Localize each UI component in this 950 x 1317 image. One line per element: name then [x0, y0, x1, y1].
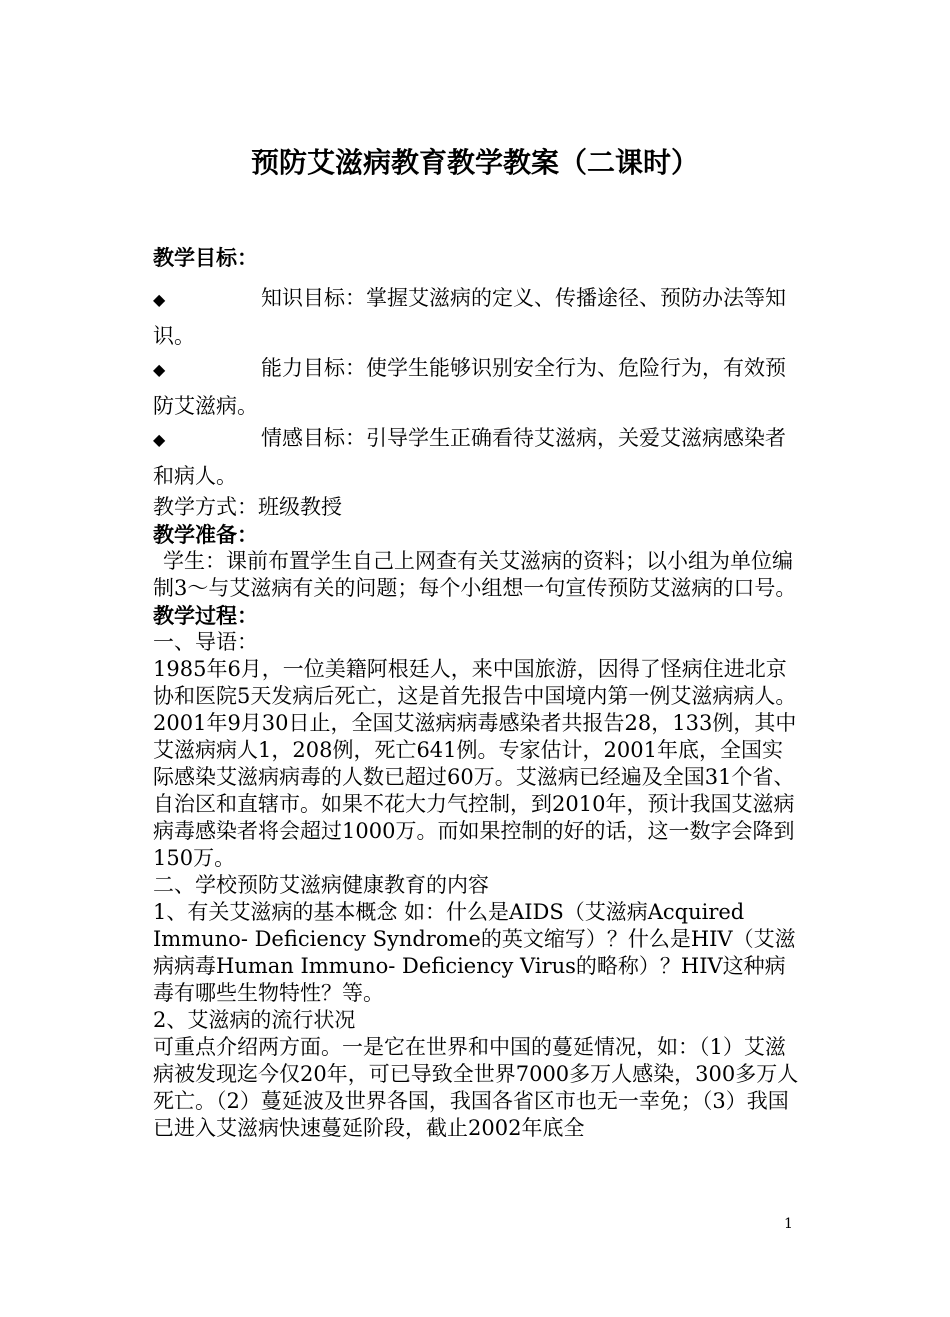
- section-2-item-2-heading: 2、艾滋病的流行状况: [153, 1008, 356, 1032]
- section-2-item-2-text: 可重点介绍两方面。一是它在世界和中国的蔓延情况，如：（1）艾滋病被发现迄今仅20年，可已导致全世界7000多万人感染，300多万人死亡。（2）蔓延波及世界各国，我国各省区市也无一幸免；（3）我国已进入艾滋病快速蔓延阶段，截止2002年底全: [153, 1035, 799, 1140]
- intro-paragraph-2: 2001年9月30日止，全国艾滋病病毒感染者共报告28，133例，其中艾滋病病人1，208例，死亡641例。专家估计，2001年底，全国实际感染艾滋病病毒的人数已超过60万。艾滋病已经遍及全国31个省、自治区和直辖市。如果不花大力气控制，到2010年，预计我国艾滋病病毒感染者将会超过1000万。而如果控制的好的话，这一数字会降到150万。: [153, 711, 797, 870]
- document-title: 预防艾滋病教育教学教案（二课时）: [250, 146, 699, 179]
- diamond-bullet-icon: ◆: [153, 360, 166, 379]
- objectives-heading: 教学目标：: [153, 245, 258, 270]
- objective-text: 情感目标：引导学生正确看待艾滋病，关爱艾滋病感染者和病人。: [153, 426, 786, 488]
- prep-heading: 教学准备：: [153, 522, 258, 547]
- intro-paragraph-1: 1985年6月，一位美籍阿根廷人，来中国旅游，因得了怪病住进北京协和医院5天发病后死亡，这是首先报告中国境内第一例艾滋病病人。: [153, 657, 797, 708]
- prep-text: 学生：课前布置学生自己上网查有关艾滋病的资料；以小组为单位编制3～与艾滋病有关的问题；每个小组想一句宣传预防艾滋病的口号。: [153, 549, 797, 600]
- process-heading: 教学过程：: [153, 603, 258, 628]
- intro-heading: 一、导语：: [153, 630, 258, 654]
- objective-text: 能力目标：使学生能够识别安全行为、危险行为，有效预防艾滋病。: [153, 356, 786, 418]
- section-2-item-1: 1、有关艾滋病的基本概念 如：什么是AIDS（艾滋病Acquired Immuno- Deficiency Syndrome的英文缩写）？什么是HIV（艾滋病病毒Human Immuno- Deficiency Virus的略称）？HIV这种病毒有哪些生物特性？等。: [153, 900, 796, 1005]
- objective-knowledge: [153, 280, 803, 354]
- body-text: [153, 494, 803, 1142]
- objective-ability: [153, 350, 803, 424]
- teaching-method: 教学方式：班级教授: [153, 495, 342, 519]
- page-number: 1: [784, 1216, 793, 1232]
- section-2-heading: 二、学校预防艾滋病健康教育的内容: [153, 873, 489, 897]
- diamond-bullet-icon: ◆: [153, 430, 166, 449]
- objective-emotion: [153, 420, 803, 494]
- objective-text: 知识目标：掌握艾滋病的定义、传播途径、预防办法等知识。: [153, 286, 786, 348]
- diamond-bullet-icon: ◆: [153, 290, 166, 309]
